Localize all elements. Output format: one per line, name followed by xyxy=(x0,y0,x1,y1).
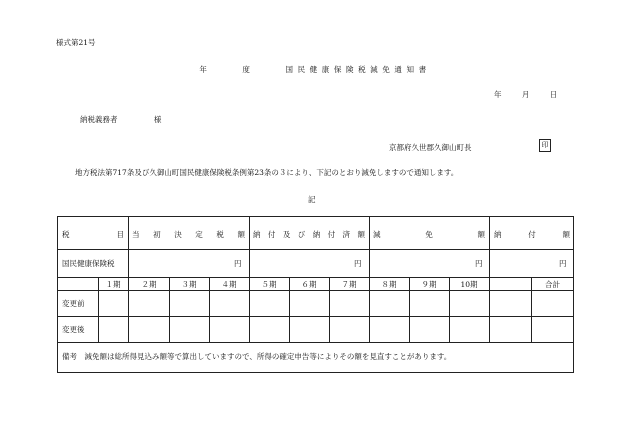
period-label: ６期 xyxy=(301,280,317,289)
tax-name: 国民健康保険税 xyxy=(62,259,115,268)
period-label: ８期 xyxy=(381,280,397,289)
period-label: １期 xyxy=(105,280,121,289)
header-tax-item: 税 目 xyxy=(62,230,124,239)
table-rule xyxy=(58,277,573,278)
header-reduction: 減 免 額 xyxy=(373,230,485,239)
header-payment: 納 付 額 xyxy=(494,230,570,239)
table-rule xyxy=(58,316,573,317)
header-decided-amount: 当 初 決 定 税 額 xyxy=(132,230,245,239)
document-title: 年 度 国民健康保険税減免通知書 xyxy=(199,65,431,74)
yen-unit: 円 xyxy=(559,259,567,268)
taxpayer-line: 納税義務者 様 xyxy=(80,115,162,124)
period-label: ５期 xyxy=(261,280,277,289)
row-label-after: 変更後 xyxy=(62,325,85,334)
period-label: ７期 xyxy=(341,280,357,289)
table-rule xyxy=(58,342,573,343)
form-number: 様式第21号 xyxy=(56,38,96,47)
period-label: ２期 xyxy=(141,280,157,289)
row-label-before: 変更前 xyxy=(62,299,85,308)
period-label: ４期 xyxy=(221,280,237,289)
notice-text: 地方税法第717条及び久御山町国民健康保険税条例第23条の３により、下記のとおり減免しますので通知します。 xyxy=(75,168,459,177)
issuer-name: 京都府久世郡久御山町長 xyxy=(389,143,472,152)
remarks-text: 備考 減免額は総所得見込み額等で算出していますので、所得の確定申告等によりその額を見直すことがあります。 xyxy=(62,352,452,361)
ki-heading: 記 xyxy=(308,195,316,204)
yen-unit: 円 xyxy=(475,259,483,268)
period-label: ９期 xyxy=(421,280,437,289)
table-rule xyxy=(489,217,490,342)
table-rule xyxy=(58,290,573,291)
period-total-label: 合計 xyxy=(545,280,560,289)
yen-unit: 円 xyxy=(234,259,242,268)
period-label: 10期 xyxy=(460,280,478,289)
period-label: ３期 xyxy=(181,280,197,289)
table-rule xyxy=(128,217,129,277)
notice-table xyxy=(57,216,574,373)
seal-mark: 印 xyxy=(539,139,551,152)
header-paid-amount: 納 付 及 び 納 付 済 額 xyxy=(253,230,365,239)
table-rule xyxy=(58,249,573,250)
issue-date: 年 月 日 xyxy=(494,90,558,99)
yen-unit: 円 xyxy=(354,259,362,268)
